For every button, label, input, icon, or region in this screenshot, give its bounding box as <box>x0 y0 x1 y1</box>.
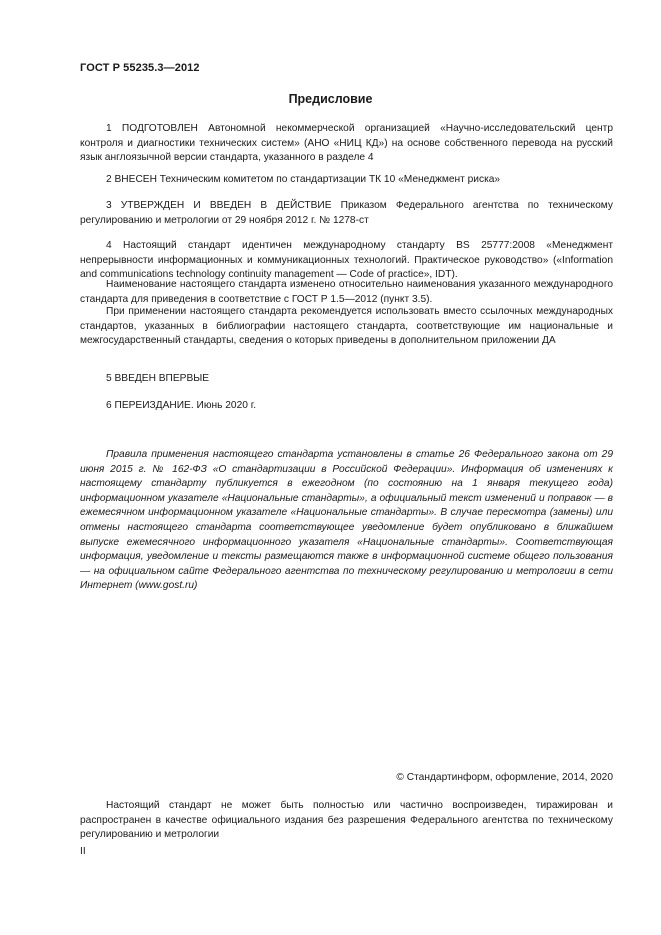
paragraph-4-references: При применении настоящего стандарта рекомендуется использовать вместо ссылочных международных стандартов, указанных в библиографии настоящего стандарта, соответствующие им национальные и межгосударственный стандарты, сведения о которых приведены в дополнительном приложении ДА <box>80 306 613 347</box>
paragraph-6-reissue: 6 ПЕРЕИЗДАНИЕ. Июнь 2020 г. <box>106 400 257 411</box>
paragraph-2-submitted: 2 ВНЕСЕН Техническим комитетом по стандартизации ТК 10 «Менеджмент риска» <box>106 174 501 185</box>
paragraph-5-introduced: 5 ВВЕДЕН ВПЕРВЫЕ <box>106 373 210 384</box>
paragraph-3-approved: 3 УТВЕРЖДЕН И ВВЕДЕН В ДЕЙСТВИЕ Приказом Федерального агентства по техническому регулированию и метрологии от 29 ноября 2012 г. № 1278-ст <box>80 200 613 226</box>
paragraph-4-name-change: Наименование настоящего стандарта изменено относительно наименования указанного международного стандарта для приведения в соответствие с ГОСТ Р 1.5—2012 (пункт 3.5). <box>80 279 613 305</box>
document-id-header: ГОСТ Р 55235.3—2012 <box>80 62 200 74</box>
copyright-line: © Стандартинформ, оформление, 2014, 2020 <box>396 772 613 783</box>
page-title: Предисловие <box>288 92 373 106</box>
page-number: II <box>80 846 86 857</box>
reproduction-restriction: Настоящий стандарт не может быть полностью или частично воспроизведен, тиражирован и распространен в качестве официального издания без разрешения Федерального агентства по техническому регулированию и метрологии <box>80 800 613 841</box>
paragraph-1-prepared: 1 ПОДГОТОВЛЕН Автономной некоммерческой организацией «Научно-исследовательский центр контроля и диагностики технических систем» (АНО «НИЦ КД») на основе собственного перевода на русский язык англоязычной версии стандарта, указанного в разделе 4 <box>80 123 613 164</box>
paragraph-4-identical: 4 Настоящий стандарт идентичен международному стандарту BS 25777:2008 «Менеджмент непрерывности информационных и коммуникационных технологий. Практическое руководство» («Information and communications technology continuity management — Code of practice», IDT). <box>80 240 613 281</box>
application-rules-notice: Правила применения настоящего стандарта установлены в статье 26 Федерального закона от 29 июня 2015 г. № 162-ФЗ «О стандартизации в Российской Федерации». Информация об изменениях к настоящему стандарту публикуется в ежегодном (по состоянию на 1 января текущего года) информационном указателе «Национальные стандарты», а официальный текст изменений и поправок — в ежемесячном информационном указателе «Национальные стандарты». В случае пересмотра (замены) или отмены настоящего стандарта соответствующее уведомление будет опубликовано в ближайшем выпуске ежемесячного информационного указателя «Национальные стандарты». Соответствующая информация, уведомление и тексты размещаются также в информационной системе общего пользования — на официальном сайте Федерального агентства по техническому регулированию и метрологии в сети Интернет (www.gost.ru) <box>80 449 613 592</box>
